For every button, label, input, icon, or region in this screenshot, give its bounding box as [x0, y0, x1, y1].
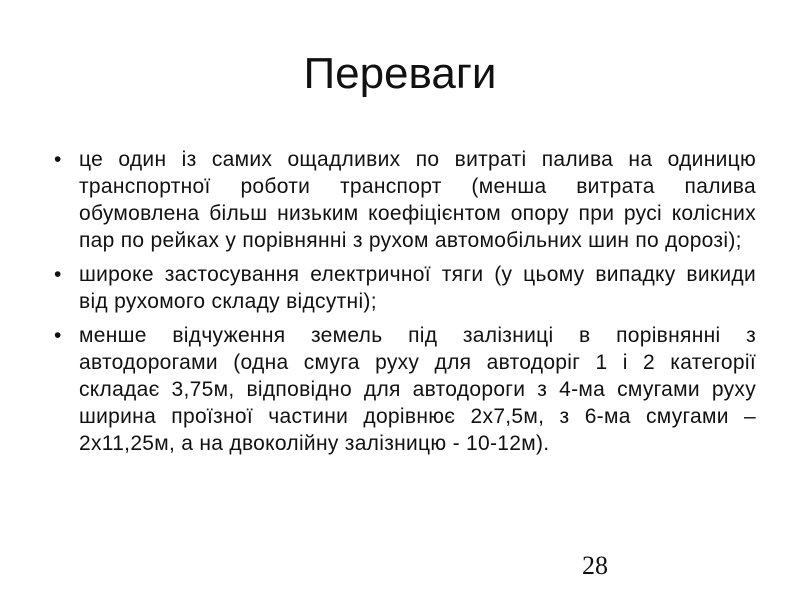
bullet-text: широке застосування електричної тяги (у цьому випадку викиди від рухомого складу відсутні); [79, 263, 756, 313]
bullet-list [46, 146, 756, 464]
bullet-item-electric-traction [46, 261, 756, 315]
bullet-text: менше відчуження земель під залізниці в порівнянні з автодорогами (одна смуга руху для автодоріг 1 і 2 категорії складає 3,75м, відповідно для автодороги з 4-ма смугами руху ширина проїзної частини дорівнює 2х7,5м, з 6-ма смугами – 2х11,25м, а на двоколійну залізницю - 10-12м). [79, 324, 756, 455]
slide-title: Переваги [303, 49, 497, 98]
bullet-dot-icon: • [54, 148, 62, 171]
bullet-dot-icon: • [54, 263, 62, 286]
bullet-item-fuel-efficiency [46, 146, 756, 254]
page-number: 28 [582, 551, 608, 580]
bullet-dot-icon: • [54, 324, 62, 347]
bullet-text: це один із самих ощадливих по витраті палива на одиницю транспортної роботи транспорт (менша витрата палива обумовлена більш низьким коефіцієнтом опору при русі колісних пар по рейках у порівнянні з рухом автомобільних шин по дорозі); [79, 148, 756, 252]
bullet-item-land-use [46, 322, 756, 457]
